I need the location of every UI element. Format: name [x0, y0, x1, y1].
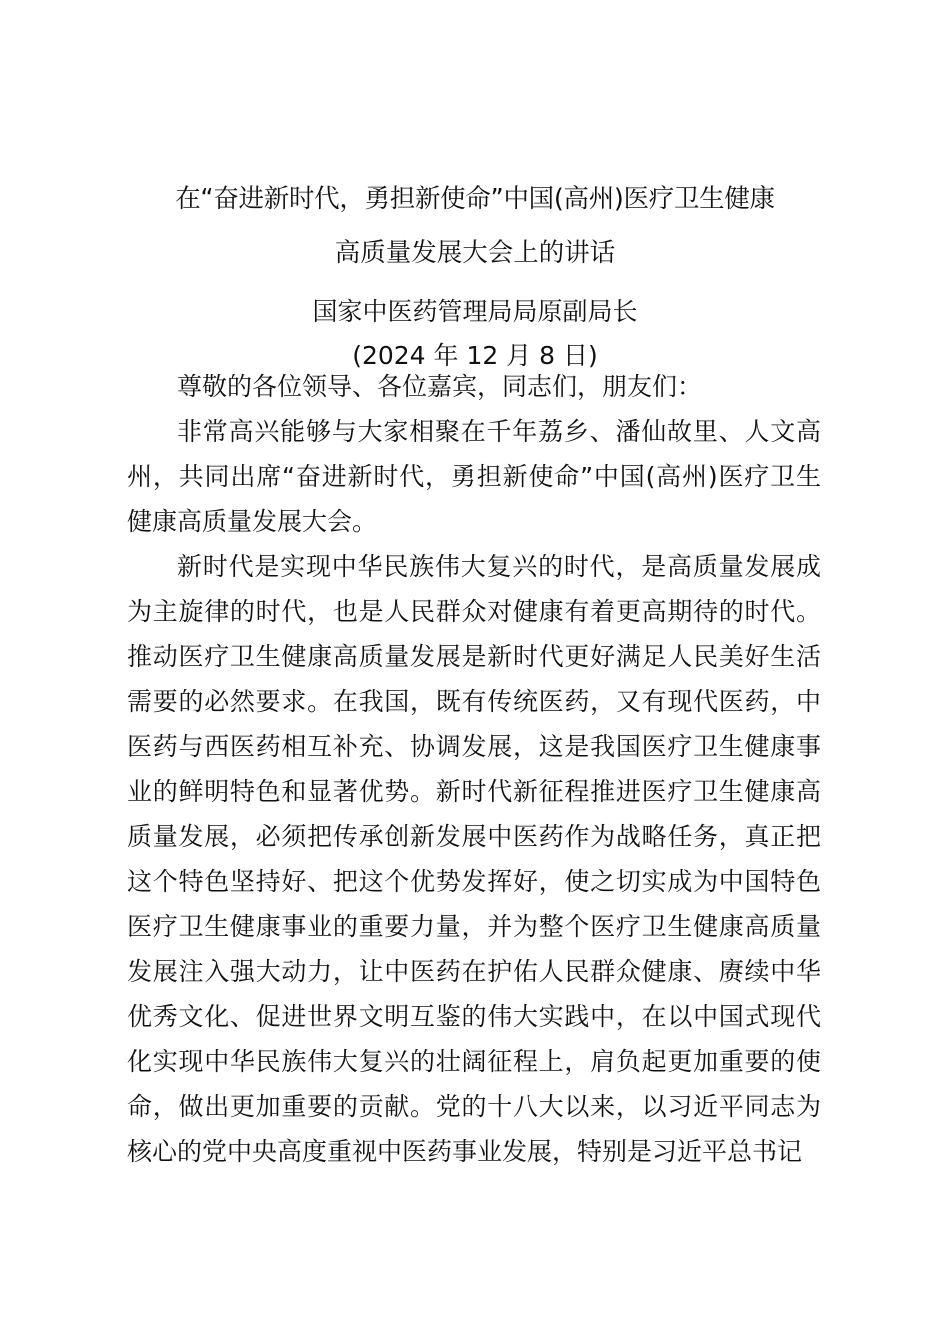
heading-block — [120, 172, 830, 378]
speech-body — [127, 364, 821, 1174]
speech-date: (2024 年 12 月 8 日) — [352, 341, 598, 370]
salutation: 尊敬的各位领导、各位嘉宾，同志们，朋友们： — [177, 372, 703, 401]
paragraph-1: 非常高兴能够与大家相聚在千年荔乡、潘仙故里、人文高州，共同出席“奋进新时代，勇担新使命”中国(高州)医疗卫生健康高质量发展大会。 — [127, 417, 821, 536]
speech-title-line-2: 高质量发展大会上的讲话 — [334, 238, 616, 268]
paragraph-2: 新时代是实现中华民族伟大复兴的时代，是高质量发展成为主旋律的时代，也是人民群众对健康有着更高期待的时代。推动医疗卫生健康高质量发展是新时代更好满足人民美好生活需要的必然要求。在我国，既有传统医药，又有现代医药，中医药与西医药相互补充、协调发展，这是我国医疗卫生健康事业的鲜明特色和显著优势。新时代新征程推进医疗卫生健康高质量发展，必须把传承创新发展中医药作为战略任务，真正把这个特色坚持好、把这个优势发挥好，使之切实成为中国特色医疗卫生健康事业的重要力量，并为整个医疗卫生健康高质量发展注入强大动力，让中医药在护佑人民群众健康、赓续中华优秀文化、促进世界文明互鉴的伟大实践中，在以中国式现代化实现中华民族伟大复兴的壮阔征程上，肩负起更加重要的使命，做出更加重要的贡献。党的十八大以来，以习近平同志为核心的党中央高度重视中医药事业发展，特别是习近平总书记 — [127, 552, 821, 1166]
speech-title-line-1: 在“奋进新时代，勇担新使命”中国(高州)医疗卫生健康 — [175, 184, 775, 214]
speaker-title: 国家中医药管理局局原副局长 — [312, 297, 638, 326]
